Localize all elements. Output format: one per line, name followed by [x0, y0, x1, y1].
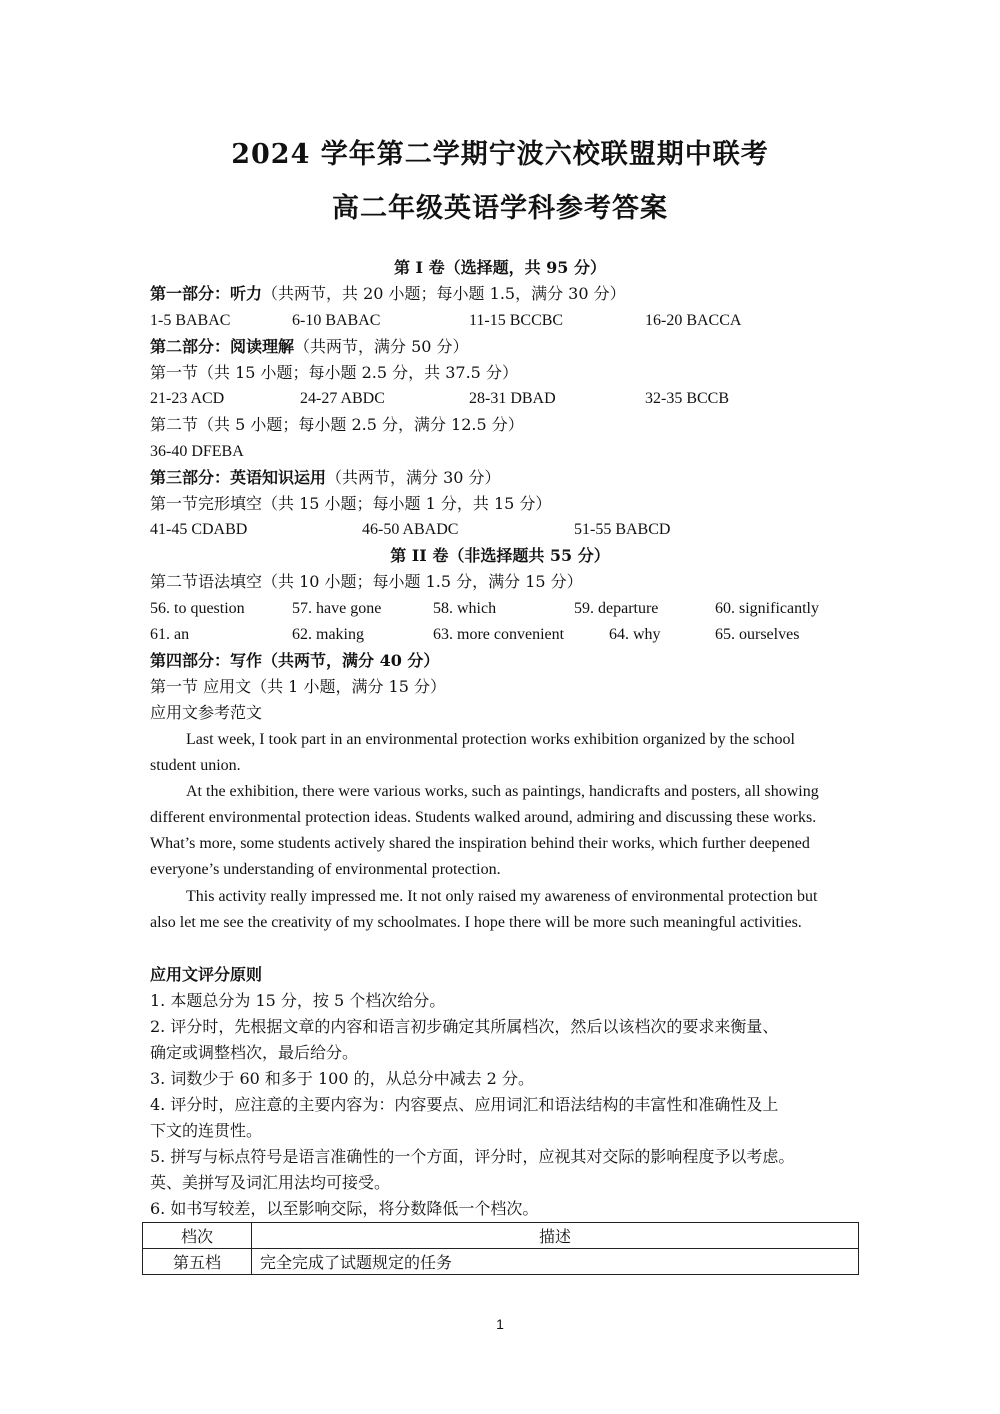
part3-answer: 51-55 BABCD [574, 521, 671, 538]
table-header: 描述 [252, 1223, 859, 1249]
part2-header [150, 334, 469, 360]
table-cell: 完全完成了试题规定的任务 [252, 1249, 859, 1275]
grammar-answer: 65. ourselves [715, 626, 800, 643]
part1-answer: 16-20 BACCA [645, 312, 742, 329]
part2-answer: 32-35 BCCB [645, 390, 730, 407]
part3-label: 第三部分：英语知识运用 [150, 468, 327, 487]
part2-section1: 第一节（共 15 小题；每小题 2.5 分，共 37.5 分） [150, 363, 518, 382]
part1-header [150, 281, 626, 307]
grammar-answer: 60. significantly [715, 600, 819, 617]
scoring-title: 应用文评分原则 [150, 965, 263, 984]
part3-header [150, 465, 501, 491]
scoring-item: 5. 拼写与标点符号是语言准确性的一个方面，评分时，应视其对交际的影响程度予以考虑。 [150, 1147, 795, 1166]
sample-essay-paragraph: At the exhibition, there were various works, such as paintings, handicrafts and posters, all showing different environmental protection ideas. Students walked around, admiring and discussing these works. What’s more, some students actively shared the inspiration behind their works, which further deepened everyone’s understanding of environmental protection. [150, 783, 819, 878]
exam-title: 2024 学年第二学期宁波六校联盟期中联考 [231, 139, 769, 170]
page-number: 1 [496, 1316, 504, 1332]
part2-answer: 21-23 ACD [150, 390, 225, 407]
grammar-answer: 59. departure [574, 600, 659, 617]
scoring-item: 确定或调整档次，最后给分。 [150, 1043, 359, 1062]
grammar-answer: 62. making [292, 626, 364, 643]
part2-note: （共两节，满分 50 分） [294, 337, 469, 356]
part1-answer: 1-5 BABAC [150, 312, 231, 329]
part2-answer: 24-27 ABDC [300, 390, 385, 407]
grammar-answer: 63. more convenient [433, 626, 565, 643]
part2-answer: 36-40 DFEBA [150, 443, 244, 460]
scoring-item: 2. 评分时，先根据文章的内容和语言初步确定其所属档次，然后以该档次的要求来衡量、 [150, 1017, 779, 1036]
part3-answer: 41-45 CDABD [150, 521, 248, 538]
part4-label: 第四部分：写作（共两节，满分 40 分） [150, 651, 440, 670]
table-header-row [143, 1223, 859, 1249]
part2-label: 第二部分：阅读理解 [150, 337, 295, 356]
sample-essay-title: 应用文参考范文 [150, 703, 263, 722]
scoring-item: 6. 如书写较差，以至影响交际，将分数降低一个档次。 [150, 1199, 539, 1218]
grading-table [142, 1222, 859, 1275]
grammar-answer: 64. why [609, 626, 661, 643]
part4-section1: 第一节 应用文（共 1 小题，满分 15 分） [150, 677, 446, 696]
scoring-item: 1. 本题总分为 15 分，按 5 个档次给分。 [150, 991, 446, 1010]
part1-label: 第一部分：听力 [150, 284, 263, 303]
part1-answer: 6-10 BABAC [292, 312, 381, 329]
grammar-answer: 57. have gone [292, 600, 382, 617]
table-cell: 第五档 [143, 1249, 252, 1275]
table-row [143, 1249, 859, 1275]
part2-answer: 28-31 DBAD [469, 390, 556, 407]
grammar-section: 第二节语法填空（共 10 小题；每小题 1.5 分，满分 15 分） [150, 572, 583, 591]
part3-section1: 第一节完形填空（共 15 小题；每小题 1 分，共 15 分） [150, 494, 552, 513]
grammar-answer: 58. which [433, 600, 497, 617]
exam-subtitle: 高二年级英语学科参考答案 [332, 193, 668, 224]
volume1-heading: 第 I 卷（选择题，共 95 分） [393, 258, 607, 277]
scoring-item: 3. 词数少于 60 和多于 100 的，从总分中减去 2 分。 [150, 1069, 534, 1088]
sample-essay-paragraph: Last week, I took part in an environmental protection works exhibition organized by the school student union. [150, 731, 795, 774]
part1-note: （共两节，共 20 小题；每小题 1.5，满分 30 分） [262, 284, 626, 303]
part2-section2: 第二节（共 5 小题；每小题 2.5 分，满分 12.5 分） [150, 415, 524, 434]
part3-answer: 46-50 ABADC [362, 521, 459, 538]
part1-answer: 11-15 BCCBC [469, 312, 564, 329]
scoring-item: 4. 评分时，应注意的主要内容为：内容要点、应用词汇和语法结构的丰富性和准确性及上 [150, 1095, 779, 1114]
part3-note: （共两节，满分 30 分） [326, 468, 501, 487]
volume2-heading: 第 II 卷（非选择题共 55 分） [390, 546, 610, 565]
scoring-item: 下文的连贯性。 [150, 1121, 263, 1140]
scoring-item: 英、美拼写及词汇用法均可接受。 [150, 1173, 391, 1192]
grammar-answer: 56. to question [150, 600, 245, 617]
table-header: 档次 [143, 1223, 252, 1249]
sample-essay-paragraph: This activity really impressed me. It not only raised my awareness of environmental protection but also let me see the creativity of my schoolmates. I hope there will be more such meaningful activities. [150, 888, 818, 931]
grammar-answer: 61. an [150, 626, 190, 643]
